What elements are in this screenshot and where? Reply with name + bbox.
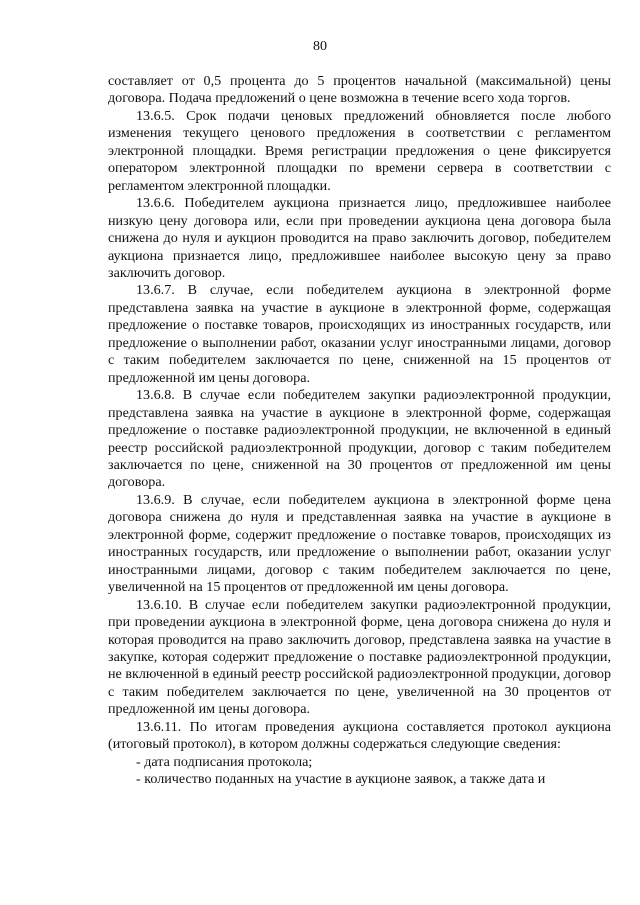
- list-item: - дата подписания протокола;: [136, 753, 313, 770]
- page-number: 80: [313, 39, 327, 54]
- paragraph-13-6-8: 13.6.8. В случае если победителем закупки радиоэлектронной продукции, представлена заявка на участие в аукционе в электронной форме, содержащая предложение о поставке радиоэлектронной продукции, не включенной в единый реестр российской радиоэлектронной продукции, договор с таким победителем заключается по цене, сниженной на 30 процентов от предложенной им цены договора.: [108, 387, 611, 491]
- paragraph-13-6-11: 13.6.11. По итогам проведения аукциона составляется протокол аукциона (итоговый протокол), в котором должны содержаться следующие сведения:: [108, 718, 611, 753]
- list-item: - количество поданных на участие в аукционе заявок, а также дата и: [136, 771, 546, 788]
- paragraph-13-6-10: 13.6.10. В случае если победителем закупки радиоэлектронной продукции, при проведении аукциона в электронной форме, цена договора снижена до нуля и которая проводится на право заключить договор, представлена заявка на участие в закупке, которая содержит предложение о поставке радиоэлектронной продукции, не включенной в единый реестр российской радиоэлектронной продукции, договор с таким победителем заключается по цене, увеличенной на 30 процентов от предложенной им цены договора.: [108, 596, 611, 718]
- paragraph-13-6-5: 13.6.5. Срок подачи ценовых предложений обновляется после любого изменения текущего ценового предложения в соответствии с регламентом электронной площадки. Время регистрации предложения о цене фиксируется оператором электронной площадки по времени сервера в соответствии с регламентом электронной площадки.: [108, 107, 611, 194]
- paragraph-13-6-6: 13.6.6. Победителем аукциона признается лицо, предложившее наиболее низкую цену договора или, если при проведении аукциона цена договора была снижена до нуля и аукцион проводится на право заключить договор, победителем аукциона признается лицо, предложившее наиболее высокую цену за право заключить договор.: [108, 195, 611, 281]
- paragraph-continuation: составляет от 0,5 процента до 5 процентов начальной (максимальной) цены договора. Подача предложений о цене возможна в течение всего хода торгов.: [108, 73, 611, 107]
- paragraph-13-6-9: 13.6.9. В случае, если победителем аукциона в электронной форме цена договора снижена до нуля и представленная заявка на участие в аукционе в электронной форме, содержит предложение о поставке товаров, происходящих из иностранных государств, или предложение о выполнении работ, оказании услуг иностранными лицами, договор с таким победителем заключается по цене, увеличенной на 15 процентов от предложенной им цены договора.: [108, 491, 611, 596]
- document-body: [108, 73, 611, 789]
- paragraph-13-6-7: 13.6.7. В случае, если победителем аукциона в электронной форме представлена заявка на участие в аукционе в электронной форме, содержащая предложение о поставке товаров, происходящих из иностранных государств, или предложение о выполнении работ, оказании услуг иностранными лицами, договор с таким победителем заключается по цене, сниженной на 15 процентов от предложенной им цены договора.: [108, 282, 611, 386]
